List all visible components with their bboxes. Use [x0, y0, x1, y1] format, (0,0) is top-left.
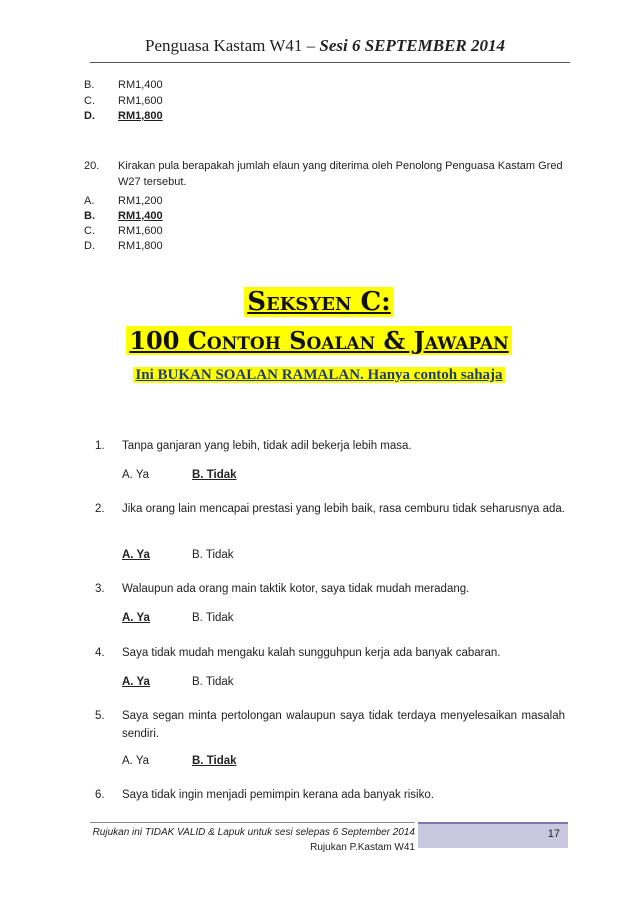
choice-b: B. Tidak: [192, 549, 234, 561]
question-1-choices: [122, 469, 237, 481]
section-subtitle: 100 Contoh Soalan & Jawapan: [0, 326, 638, 355]
q20-option-a: A. RM1,200: [84, 195, 163, 207]
question-text: Kirakan pula berapakah jumlah elaun yang diterima oleh Penolong Penguasa Kastam Gred W27 tersebut.: [118, 160, 563, 188]
header-session: Sesi 6 SEPTEMBER 2014: [319, 36, 505, 55]
footer-notice: [90, 825, 415, 855]
section-note: Ini BUKAN SOALAN RAMALAN. Hanya contoh sahaja: [135, 367, 503, 383]
question-3: 3. Walaupun ada orang main taktik kotor, saya tidak mudah meradang.: [95, 583, 470, 595]
question-5-choices: [122, 755, 237, 767]
footer-divider: [90, 822, 415, 823]
header-divider: [90, 62, 570, 63]
q20-option-c: C. RM1,600: [84, 225, 163, 237]
question-6: 6. Saya tidak ingin menjadi pemimpin kerana ada banyak risiko.: [95, 789, 434, 801]
header-title: Penguasa Kastam W41 –: [145, 36, 320, 55]
choice-b: B. Tidak: [192, 676, 234, 688]
choice-a: A. Ya: [122, 469, 150, 481]
prev-option-b: B. RM1,400: [84, 79, 163, 91]
choice-b-answer: B. Tidak: [192, 469, 237, 481]
q20-option-d: D. RM1,800: [84, 240, 163, 252]
footer-reference: Rujukan P.Kastam W41: [310, 842, 415, 853]
question-20: [84, 158, 564, 190]
choice-a-answer: A. Ya: [122, 612, 150, 624]
section-title: Seksyen C:: [0, 287, 638, 317]
page-number: 17: [547, 828, 560, 840]
question-2: 2. Jika orang lain mencapai prestasi yang lebih baik, rasa cemburu tidak seharusnya ada.: [95, 503, 566, 515]
choice-b-answer: B. Tidak: [192, 755, 237, 767]
question-3-choices: [122, 612, 234, 624]
question-4: 4. Saya tidak mudah mengaku kalah sungguhpun kerja ada banyak cabaran.: [95, 647, 501, 659]
prev-option-c: C. RM1,600: [84, 95, 163, 107]
choice-a: A. Ya: [122, 755, 150, 767]
prev-option-d-answer: D. RM1,800: [84, 110, 163, 122]
question-number: 20.: [84, 160, 100, 172]
choice-a-answer: A. Ya: [122, 676, 150, 688]
question-5: 5. Saya segan minta pertolongan walaupun saya tidak terdaya menyelesaikan masalah sendiri.: [95, 710, 565, 740]
page-number-box: [418, 822, 568, 848]
choice-b: B. Tidak: [192, 612, 234, 624]
q20-option-b-answer: B. RM1,400: [84, 210, 163, 222]
question-2-choices: [122, 549, 234, 561]
question-4-choices: [122, 676, 234, 688]
footer-disclaimer: Rujukan ini TIDAK VALID & Lapuk untuk sesi selepas 6 September 2014: [92, 827, 415, 838]
choice-a-answer: A. Ya: [122, 549, 150, 561]
question-1: 1. Tanpa ganjaran yang lebih, tidak adil bekerja lebih masa.: [95, 440, 412, 452]
page-header: [90, 36, 560, 56]
